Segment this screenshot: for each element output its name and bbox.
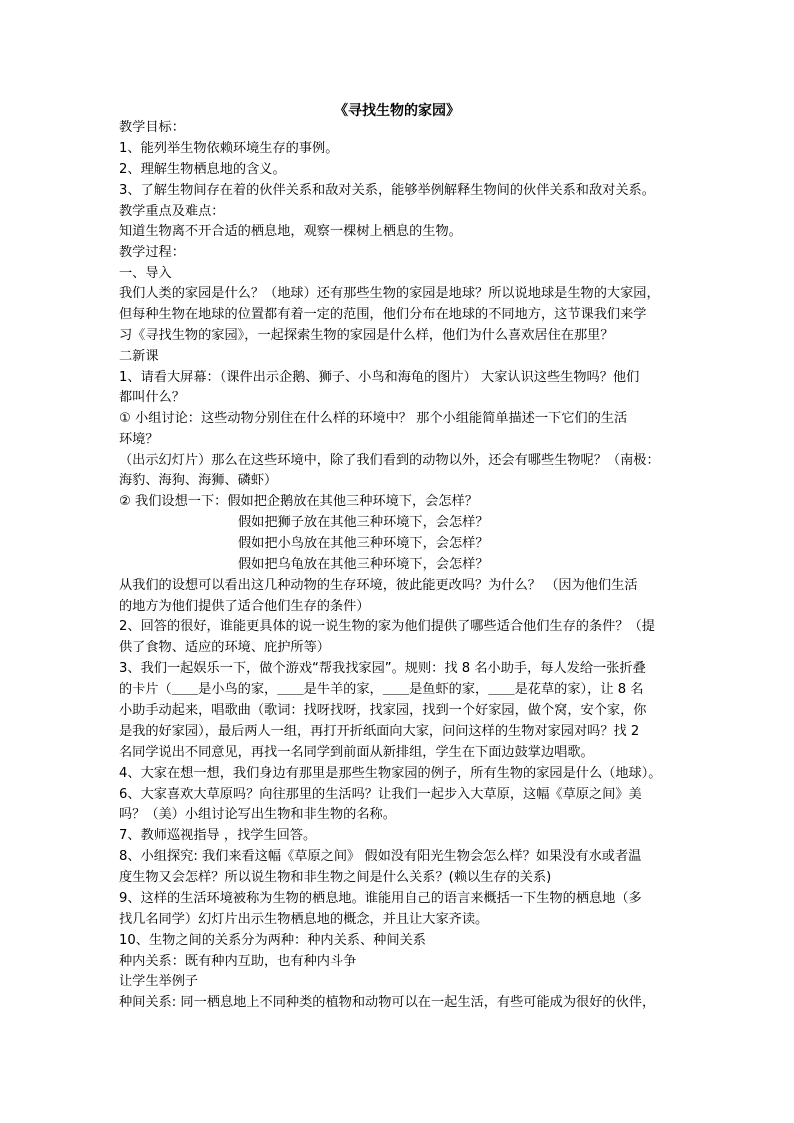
- text-line: （出示幻灯片）那么在这些环境中，除了我们看到的动物以外，还会有哪些生物呢？（南极：: [119, 453, 660, 468]
- text-line: 3、我们一起娱乐一下，做个游戏“帮我找家园”。规则：找 8 名小助手，每人发给一张折叠: [119, 661, 646, 676]
- text-line: 教学重点及难点：: [119, 204, 225, 219]
- text-line: 知道生物离不开合适的栖息地，观察一棵树上栖息的生物。: [119, 224, 462, 239]
- text-line: 习《寻找生物的家园》，一起探索生物的家园是什么样，他们为什么喜欢居住在那里？: [119, 328, 614, 343]
- text-line: 但每种生物在地球的位置都有着一定的范围，他们分布在地球的不同地方，这节课我们来学: [119, 307, 647, 322]
- text-line: 小助手动起来，唱歌曲（歌词：找呀找呀，找家园，找到一个好家园，做个窝，安个家，你: [119, 703, 647, 718]
- text-line: ② 我们设想一下：假如把企鹅放在其他三种环境下，会怎样？: [119, 494, 478, 509]
- text-line: 1、能列举生物依赖环境生存的事例。: [119, 141, 339, 156]
- text-line: 教学目标：: [119, 120, 185, 135]
- text-line: 都叫什么？: [119, 390, 185, 405]
- text-line: ① 小组讨论：这些动物分别住在什么样的环境中？ 那个小组能简单描述一下它们的生活: [119, 411, 628, 426]
- text-line: 9、这样的生活环境被称为生物的栖息地。谁能用自己的语言来概括一下生物的栖息地（多: [119, 891, 642, 906]
- text-line: 1、请看大屏幕：（课件出示企鹅、狮子、小鸟和海龟的图片） 大家认识这些生物吗？他们: [119, 370, 640, 385]
- text-line: 的地方为他们提供了适合他们生存的条件）: [119, 599, 370, 614]
- text-line: 度生物又会怎样？所以说生物和非生物之间是什么关系？(赖以生存的关系): [119, 870, 552, 885]
- text-line: 从我们的设想可以看出这几种动物的生存环境，彼此能更改吗？为什么？ （因为他们生活: [119, 578, 638, 593]
- text-line: 假如把小鸟放在其他三种环境下，会怎样？: [238, 536, 489, 551]
- document-title: 《寻找生物的家园》: [334, 103, 460, 119]
- text-line: 让学生举例子: [119, 974, 199, 989]
- text-line: 找几名同学）幻灯片出示生物栖息地的概念，并且让大家齐读。: [119, 912, 489, 927]
- text-line: 假如把狮子放在其他三种环境下，会怎样？: [238, 515, 489, 530]
- text-line: 种内关系：既有种内互助，也有种内斗争: [119, 954, 357, 969]
- text-line: 8、小组探究: 我们来看这幅《草原之间》 假如没有阳光生物会怎么样？如果没有水或者温: [119, 849, 642, 864]
- text-line: 供了食物、适应的环境、庇护所等）: [119, 640, 330, 655]
- text-line: 7、教师巡视指导 ，找学生回答。: [119, 828, 317, 843]
- text-line: 种间关系: 同一栖息地上不同种类的植物和动物可以在一起生活，有些可能成为很好的伙伴，: [119, 995, 656, 1010]
- text-line: 是我的好家园），最后两人一组，再打开折纸面向大家，问问这样的生物对家园对吗？找 2: [119, 724, 640, 739]
- text-line: 2、理解生物栖息地的含义。: [119, 162, 286, 177]
- text-line: 教学过程：: [119, 245, 185, 260]
- text-line: 海豹、海狗、海狮、磷虾）: [119, 473, 278, 488]
- text-line: 2、回答的很好，谁能更具体的说一说生物的家为他们提供了哪些适合他们生存的条件？（提: [119, 619, 655, 634]
- text-line: 一、导入: [119, 266, 172, 281]
- text-line: 3、了解生物间存在着的伙伴关系和敌对关系，能够举例解释生物间的伙伴关系和敌对关系。: [119, 183, 655, 198]
- text-line: 假如把乌龟放在其他三种环境下，会怎样？: [238, 557, 489, 572]
- text-line: 我们人类的家园是什么？（地球）还有那些生物的家园是地球？所以说地球是生物的大家园，: [119, 286, 660, 301]
- text-line: 的卡片（＿＿是小鸟的家，＿＿是牛羊的家，＿＿是鱼虾的家，＿＿是花草的家），让 8 名: [119, 682, 644, 697]
- text-line: 吗？（美）小组讨论写出生物和非生物的名称。: [119, 807, 396, 822]
- text-line: 6、大家喜欢大草原吗？向往那里的生活吗？让我们一起步入大草原，这幅《草原之间》美: [119, 787, 642, 802]
- text-line: 4、大家在想一想，我们身边有那里是那些生物家园的例子，所有生物的家园是什么（地球）。: [119, 766, 662, 781]
- text-line: 环境？: [119, 432, 159, 447]
- text-line: 10、生物之间的关系分为两种：种内关系、种间关系: [119, 933, 426, 948]
- text-line: 名同学说出不同意见，再找一名同学到前面从新排组，学生在下面边鼓掌边唱歌。: [119, 745, 594, 760]
- text-line: 二新课: [119, 349, 159, 364]
